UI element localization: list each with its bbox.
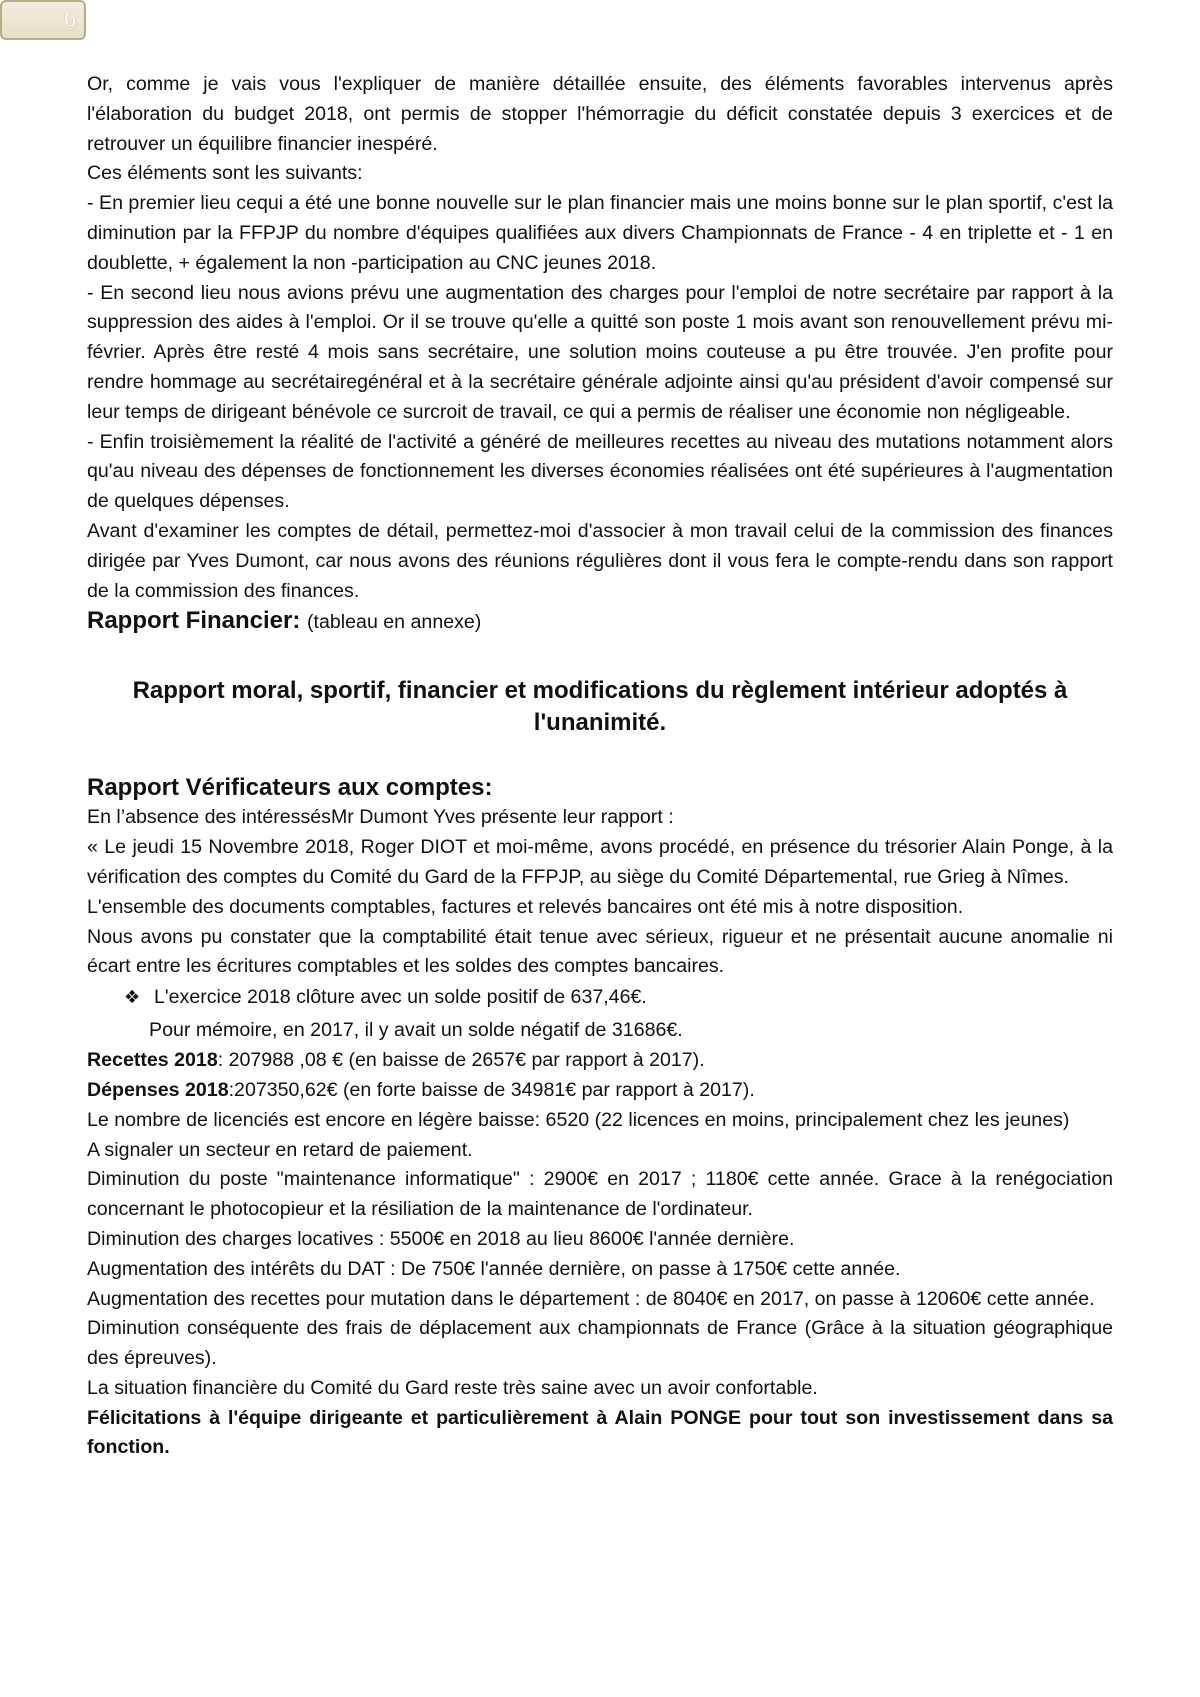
diamond-bullet-icon: ❖ — [124, 987, 141, 1009]
page-number-badge — [0, 0, 86, 40]
intro-paragraph-4: - En second lieu nous avions prévu une augmentation des charges pour l'emploi de notre secrétaire par rapport à la suppression des aides à l'emploi. Or il se trouve qu'elle a quitté son poste 1 mois avant son renouvellement prévu mi-février. Après être resté 4 mois sans secrétaire, une solution moins couteuse a pu être trouvée. J'en profite pour rendre hommage au secrétairegénéral et à la secrétaire générale adjointe ainsi qu'au président d'avoir compensé sur leur temps de dirigeant bénévole ce surcroit de travail, ce qui a permis de réaliser une économie non négligeable. — [87, 281, 1113, 423]
balance-bullet — [124, 982, 1113, 1013]
auditors-paragraph-1: « Le jeudi 15 Novembre 2018, Roger DIOT et moi-même, avons procédé, en présence du trésorier Alain Ponge, à la vérification des comptes du Comité du Gard de la FFPJP, au siège du Comité Départemental, rue Grieg à Nîmes. — [87, 836, 1113, 888]
memo-line: Pour mémoire, en 2017, il y avait un solde négatif de 31686€. — [149, 1019, 683, 1042]
auditors-paragraph-10: Diminution conséquente des frais de déplacement aux championnats de France (Grâce à la situation géographique des épreuves). — [87, 1317, 1113, 1370]
auditors-paragraph-4: Le nombre de licenciés est encore en légère baisse: 6520 (22 licences en moins, principalement chez les jeunes) — [87, 1108, 1070, 1131]
financial-report-title: Rapport Financier: — [87, 607, 301, 635]
congratulations-paragraph: Félicitations à l'équipe dirigeante et particulièrement à Alain PONGE pour tout son investissement dans sa fonction. — [87, 1406, 1113, 1459]
auditors-paragraph-5: A signaler un secteur en retard de paiement. — [87, 1138, 473, 1161]
financial-report-note: (tableau en annexe) — [307, 611, 482, 634]
depenses-line — [87, 1076, 1113, 1106]
auditors-paragraph-9: Augmentation des recettes pour mutation dans le département : de 8040€ en 2017, on passe à 12060€ cette année. — [87, 1287, 1095, 1310]
intro-paragraph-5: - Enfin troisièmement la réalité de l'activité a généré de meilleures recettes au niveau des mutations notamment alors qu'au niveau des dépenses de fonctionnement les diverses économies réalisées ont été supérieures à l'augmentation de quelques dépenses. — [87, 430, 1113, 513]
balance-bullet-text: L'exercice 2018 clôture avec un solde positif de 637,46€. — [154, 986, 647, 1009]
recettes-label: Recettes 2018 — [87, 1049, 218, 1072]
financial-report-heading — [87, 606, 1113, 637]
intro-paragraph-3: - En premier lieu cequi a été une bonne nouvelle sur le plan financier mais une moins bonne sur le plan sportif, c'est la diminution par la FFPJP du nombre d'équipes qualifiées aux divers Championnats de France - 4 en triplette et - 1 en doublette, + également la non -participation au CNC jeunes 2018. — [87, 192, 1113, 274]
depenses-text: :207350,62€ (en forte baisse de 34981€ par rapport à 2017). — [228, 1078, 755, 1101]
auditors-paragraph-6: Diminution du poste "maintenance informatique" : 2900€ en 2017 ; 1180€ cette année. Grace à la renégociation concernant le photocopieur et la résiliation de la maintenance de l'ordinateur. — [87, 1168, 1113, 1221]
auditors-intro: En l’absence des intéressésMr Dumont Yves présente leur rapport : — [87, 806, 674, 829]
page-number: 6 — [64, 6, 76, 32]
adoption-line-1: Rapport moral, sportif, financier et modifications du règlement intérieur adoptés à — [132, 677, 1068, 705]
intro-paragraph-6: Avant d'examiner les comptes de détail, permettez-moi d'associer à mon travail celui de la commission des finances dirigée par Yves Dumont, car nous avons des réunions régulières dont il vous fera le compte-rendu dans son rapport de la commission des finances. — [87, 519, 1113, 602]
adoption-line-2: l'unanimité. — [533, 709, 667, 737]
recettes-text: : 207988 ,08 € (en baisse de 2657€ par rapport à 2017). — [217, 1049, 705, 1072]
auditors-paragraph-7: Diminution des charges locatives : 5500€ en 2018 au lieu 8600€ l'année dernière. — [87, 1227, 795, 1250]
auditors-paragraph-11: La situation financière du Comité du Gard reste très saine avec un avoir confortable. — [87, 1376, 818, 1399]
auditors-paragraph-2: L'ensemble des documents comptables, factures et relevés bancaires ont été mis à notre disposition. — [87, 895, 964, 918]
depenses-label: Dépenses 2018 — [87, 1078, 229, 1101]
auditors-report-title: Rapport Vérificateurs aux comptes: — [87, 774, 493, 802]
document-body — [87, 70, 1113, 1463]
intro-paragraph-2: Ces éléments sont les suivants: — [87, 162, 363, 185]
adoption-statement — [87, 675, 1113, 739]
auditors-paragraph-8: Augmentation des intérêts du DAT : De 750€ l'année dernière, on passe à 1750€ cette année. — [87, 1257, 901, 1280]
recettes-line — [87, 1046, 1113, 1076]
intro-paragraph-1: Or, comme je vais vous l'expliquer de manière détaillée ensuite, des éléments favorables intervenus après l'élaboration du budget 2018, ont permis de stopper l'hémorragie du déficit constatée depuis 3 exercices et de retrouver un équilibre financier inespéré. — [87, 73, 1113, 155]
auditors-paragraph-3: Nous avons pu constater que la comptabilité était tenue avec sérieux, rigueur et ne présentait aucune anomalie ni écart entre les écritures comptables et les soldes des comptes bancaires. — [87, 925, 1113, 978]
